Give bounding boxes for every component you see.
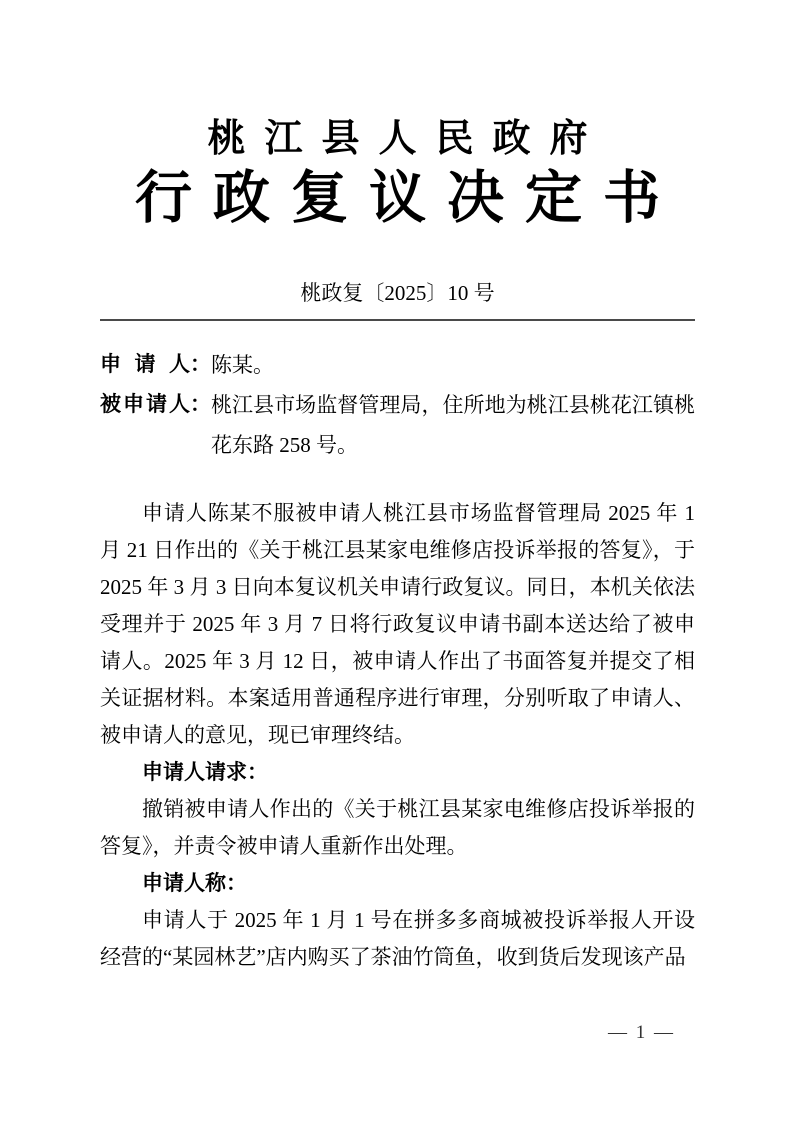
applicant-value: 陈某。 (211, 353, 274, 377)
section-heading-applicant-request: 申请人请求： (142, 761, 268, 784)
page-footer (608, 1022, 675, 1044)
section-heading-applicant-statement: 申请人称： (142, 872, 247, 895)
issuing-authority-title: 桃江县人民政府 (207, 118, 607, 160)
document-body (100, 495, 695, 976)
respondent-row (100, 385, 695, 465)
respondent-label (100, 385, 211, 465)
parties-section (100, 345, 695, 465)
document-header (100, 116, 695, 321)
header-divider (100, 319, 695, 321)
document-title: 行政复议决定书 (135, 166, 681, 230)
respondent-label-text: 被申请人 (100, 393, 190, 416)
document-number: 桃政复〔2025〕10 号 (300, 281, 495, 305)
applicant-label (100, 345, 211, 385)
applicant-row (100, 345, 695, 385)
respondent-value: 桃江县市场监督管理局，住所地为桃江县桃花江镇桃花东路 258 号。 (211, 393, 695, 457)
applicant-label-text: 申请人 (100, 353, 190, 376)
page-number: — 1 — (608, 1022, 675, 1043)
paragraph-case-summary: 申请人陈某不服被申请人桃江县市场监督管理局 2025 年 1 月 21 日作出的《关于桃江县某家电维修店投诉举报的答复》，于 2025 年 3 月 3 日向本复议机关申请行政复议。同日，本机关依法受理并于 2025 年 3 月 7 日将行政复议申请书副本送达给了被申请人。2025 年 3 月 12 日，被申请人作出了书面答复并提交了相关证据材料。本案适用普通程序进行审理，分别听取了申请人、被申请人的意见，现已审理终结。 (100, 501, 695, 747)
applicant-label-colon: ： (190, 353, 211, 376)
respondent-label-colon: ： (190, 393, 211, 416)
paragraph-applicant-request: 撤销被申请人作出的《关于桃江县某家电维修店投诉举报的答复》，并责令被申请人重新作出处理。 (100, 797, 695, 858)
paragraph-applicant-statement: 申请人于 2025 年 1 月 1 号在拼多多商城被投诉举报人开设经营的“某园林艺”店内购买了茶油竹筒鱼，收到货后发现该产品 (100, 908, 695, 969)
